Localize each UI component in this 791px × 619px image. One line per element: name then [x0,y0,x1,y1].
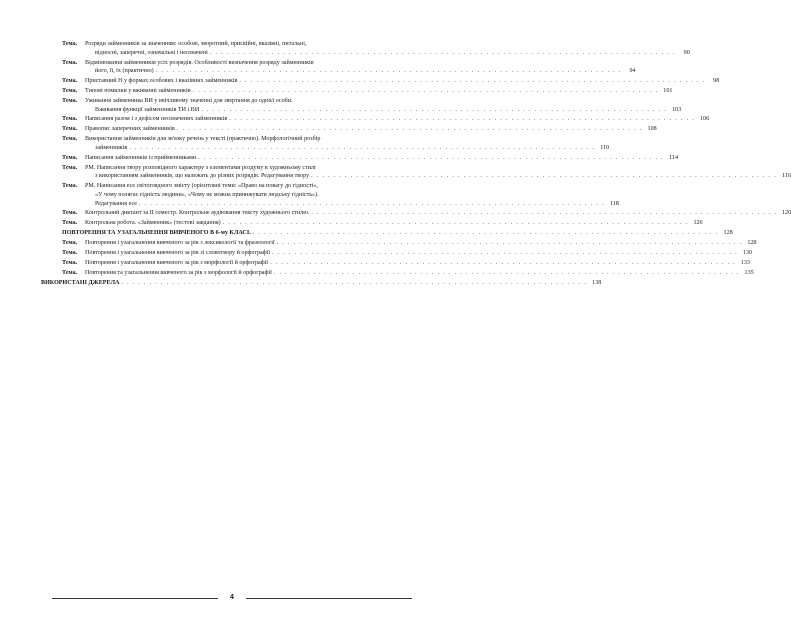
toc-entry [41,209,791,218]
entry-text [85,77,719,86]
entry-line-text: Написання разом і з дефісом неозначених займенників [85,116,228,123]
entry-text [85,259,750,268]
entry-label: Тема. [62,270,78,277]
entry-label: Тема. [62,250,78,257]
leader-dots: . . . . . . . . . . . . . . . . . . . . . . . . . . . . . . . . . . . . . . . . . . . . . . . . . . . . . . . . . . . . . . . . . . . . . . . . . . . . . . . . . . . [192,88,659,94]
entry-line-last [85,49,690,58]
entry-line-text: Редагування есе [95,200,137,207]
entry-line-text: Типові помилки у вживанні займенників [85,88,191,94]
leader-dots: . . . . . . . . . . . . . . . . . . . . . . . . . . . . . . . . . . . . . . . . . . . . . . . . . . . . . . . . . . . . . . . . . . . . . . . . . . . . . . . . . . . [229,116,696,123]
entry-line: Розряди займенників за значенням: особові, зворотний, присвійні, вказівні, питальні, [85,41,307,47]
entry-line-last [85,87,672,96]
leader-dots: . . . . . . . . . . . . . . . . . . . . . . . . . . . . . . . . . . . . . . . . . . . . . . . . . . . . . . . . . . . . . . . . . . . . . . . . . . . . . . . . . . . [311,173,778,180]
entry-text [85,219,703,228]
entry-label: Тема. [62,116,78,123]
toc-entry [41,279,602,288]
entry-line: Використання займенників для зв'язку речень у тексті (практично). Морфологічний розбір [85,136,321,143]
entry-text [85,164,791,181]
leader-dots: . . . . . . . . . . . . . . . . . . . . . . . . . . . . . . . . . . . . . . . . . . . . . . . . . . . . . . . . . . . . . . . . . . . . . . . . . . . . . . . . . . . [273,270,740,277]
toc-entry [62,229,733,238]
leader-dots: . . . . . . . . . . . . . . . . . . . . . . . . . . . . . . . . . . . . . . . . . . . . . . . . . . . . . . . . . . . . . . . . . . . . . . . . . . . . . . . . . . . [270,260,736,267]
entry-line-last [85,115,709,124]
leader-dots: . . . . . . . . . . . . . . . . . . . . . . . . . . . . . . . . . . . . . . . . . . . . . . . . . . . . . . . . . . . . . . . . . . . . . . . . . . . . . . . . . . . [176,126,643,133]
leader-dots: . . . . . . . . . . . . . . . . . . . . . . . . . . . . . . . . . . . . . . . . . . . . . . . . . . . . . . . . . . . . . . . . . . . . . . . . . . . . . . . . . . . [252,230,719,237]
entry-label: Тема. [62,59,78,66]
entry-line-last [85,77,719,86]
leader-dots: . . . . . . . . . . . . . . . . . . . . . . . . . . . . . . . . . . . . . . . . . . . . . . . . . . . . . . . . . . . . . . . . . . . . . . . . . . . . . . . . . . . [272,250,738,257]
entry-text [85,135,609,152]
entry-text [62,229,733,238]
entry-text [85,269,754,278]
toc-entry [41,77,720,86]
toc-entry [41,87,673,96]
entry-text [85,59,636,76]
toc-entry [41,219,703,228]
page-ref: 120 [782,210,791,217]
entry-line: РМ. Написання есе світоглядного змісту (орієнтовні теми: «Право на повагу до гідності», [85,183,318,190]
leader-dots: . . . . . . . . . . . . . . . . . . . . . . . . . . . . . . . . . . . . . . . . . . . . . . . . . . . . . . . . . . . . . . . . . . . . . . . . . . . . . . . . . . . [129,144,596,151]
toc-entry [41,249,752,258]
entry-text [85,154,678,163]
page-ref: 114 [669,154,679,161]
entry-line-last [85,154,678,163]
entry-line-last [85,172,791,181]
entry-line-last [62,229,733,238]
entry-line-text: Вживання функції займенників ТИ і ВИ [95,106,200,113]
table-of-contents [41,40,791,289]
page-ref: 135 [744,270,754,277]
entry-line-text: Правопис заперечних займенників [85,126,175,133]
leader-dots: . . . . . . . . . . . . . . . . . . . . . . . . . . . . . . . . . . . . . . . . . . . . . . . . . . . . . . . . . . . . . . . . . . . . . . . . . . . . . . . . . . . [155,68,622,75]
entry-line: Уживання займенника ВИ у ввічливому значенні для звертання до однієї особи. [85,97,293,104]
leader-dots: . . . . . . . . . . . . . . . . . . . . . . . . . . . . . . . . . . . . . . . . . . . . . . . . . . . . . . . . . . . . . . . . . . . . . . . . . . . . . . . . . . . [239,78,706,85]
toc-entry [41,125,657,134]
toc-entry [41,135,610,152]
footer-rule-left [52,598,218,599]
entry-line-text: відносні, заперечні, означальні і неозначені [95,49,208,56]
entry-line-text: Повторення і узагальнення вивченого за рік з морфології й орфографії [85,260,269,267]
entry-label: Тема. [62,78,78,85]
page-ref: 103 [671,106,682,113]
page-ref: 128 [747,240,757,247]
entry-text [85,97,681,114]
entry-text [41,279,601,288]
toc-entry [41,40,690,57]
leader-dots: . . . . . . . . . . . . . . . . . . . . . . . . . . . . . . . . . . . . . . . . . . . . . . . . . . . . . . . . . . . . . . . . . . . . . . . . . . . . . . . . . . . [198,154,665,161]
entry-line-last [85,200,619,209]
entry-label: Тема. [62,88,78,94]
entry-text [85,40,690,57]
entry-line-text: ПОВТОРЕННЯ ТА УЗАГАЛЬНЕННЯ ВИВЧЕНОГО В 6-му КЛАСІ. [62,230,251,237]
entry-line: РМ. Написання твору розповідного характеру з елементами роздуму в художньому стилі [85,164,316,171]
entry-label: Тема. [62,136,78,143]
page-footer [52,594,412,604]
entry-line-last [85,67,636,76]
entry-line-text: Повторення та узагальнення вивченого за рік з морфології й орфографії [85,270,272,277]
entry-line: «У чому полягає гідність людини», «Чому не можна принижувати людську гідність»). [95,191,319,198]
leader-dots: . . . . . . . . . . . . . . . . . . . . . . . . . . . . . . . . . . . . . . . . . . . . . . . . . . . . . . . . . . . . . . . . . . . . . . . . . . . . . . . . . . . [201,106,668,113]
entry-label: Тема. [62,210,78,217]
toc-entry [41,259,750,268]
page-ref: 138 [592,280,602,287]
page-ref: 126 [693,220,703,227]
page-ref: 110 [600,144,610,151]
page-ref: 130 [742,250,752,257]
page-ref: 116 [782,173,791,180]
toc-entry [41,154,679,163]
entry-line: Відмінювання займенників усіх розрядів. Особливості визначення розряду займенників [85,59,314,66]
entry-text [85,87,672,96]
page-ref: 101 [663,88,673,94]
entry-line-last [85,125,657,134]
entry-line-text: Повторення і узагальнення вивченого за рік з лексикології та фразеології [85,240,275,247]
entry-line-text: його, її, їх (практично) [95,68,154,75]
toc-entry [41,182,619,208]
leader-dots: . . . . . . . . . . . . . . . . . . . . . . . . . . . . . . . . . . . . . . . . . . . . . . . . . . . . . . . . . . . . . . . . . . . . . . . . . . . . . . . . . . . [209,49,676,56]
leader-dots: . . . . . . . . . . . . . . . . . . . . . . . . . . . . . . . . . . . . . . . . . . . . . . . . . . . . . . . . . . . . . . . . . . . . . . . . . . . . . . . . . . . [311,210,778,217]
entry-line-text: Написання займенників із прийменниками [85,154,197,161]
entry-line-last [85,269,754,278]
entry-label: Тема. [62,97,78,104]
entry-text [85,125,657,134]
leader-dots: . . . . . . . . . . . . . . . . . . . . . . . . . . . . . . . . . . . . . . . . . . . . . . . . . . . . . . . . . . . . . . . . . . . . . . . . . . . . . . . . . . . [222,220,689,227]
page-ref: 106 [699,116,710,123]
entry-label: Тема. [62,260,78,267]
entry-line-text: Контрольний диктант за II семестр. Контрольне аудіювання тексту художнього стилю. [85,210,310,217]
page-ref: 90 [683,49,690,56]
toc-entry [41,59,636,76]
leader-dots: . . . . . . . . . . . . . . . . . . . . . . . . . . . . . . . . . . . . . . . . . . . . . . . . . . . . . . . . . . . . . . . . . . . . . . . . . . . . . . . . . . . [276,240,743,247]
entry-label: Тема. [62,240,78,247]
entry-line-text: з використанням займенників, що належать до різних розрядів. Редагування твору [95,173,310,180]
entry-text [85,182,619,208]
leader-dots: . . . . . . . . . . . . . . . . . . . . . . . . . . . . . . . . . . . . . . . . . . . . . . . . . . . . . . . . . . . . . . . . . . . . . . . . . . . . . . . . . . . [138,200,605,207]
entry-label: Тема. [62,183,78,190]
entry-text [85,249,752,258]
page-number: 4 [230,594,234,601]
entry-line-last [41,279,601,288]
entry-text [85,209,791,218]
entry-text [85,239,756,248]
entry-label: Тема. [62,164,78,171]
page-ref: 133 [740,260,750,267]
toc-entry [41,164,791,181]
entry-line-last [85,239,756,248]
footer-rule-right [246,598,412,599]
page-ref: 94 [629,68,636,75]
entry-line-last [85,249,752,258]
toc-entry [41,97,682,114]
entry-line-last [85,209,791,218]
page-ref: 118 [609,200,619,207]
entry-line-last [85,106,681,115]
entry-line-last [85,144,609,153]
entry-line-text: займенників [95,144,128,151]
entry-line-last [85,259,750,268]
entry-label: Тема. [62,154,78,161]
entry-label: Тема. [62,41,78,47]
leader-dots: . . . . . . . . . . . . . . . . . . . . . . . . . . . . . . . . . . . . . . . . . . . . . . . . . . . . . . . . . . . . . . . . . . . . . . . . . . . . . . . . . . . [121,280,588,287]
entry-text [85,115,709,124]
toc-entry [41,239,757,248]
entry-label: Тема. [62,126,78,133]
page-ref: 108 [647,126,657,133]
toc-entry [41,269,754,278]
page-ref: 128 [723,230,733,237]
entry-line-text: Контрольна робота. «Займенник» (тестові завдання) [85,220,221,227]
entry-line-text: ВИКОРИСТАНІ ДЖЕРЕЛА [41,280,120,287]
toc-entry [41,115,710,124]
entry-line-text: Повторення і узагальнення вивченого за рік зі словотвору й орфографії [85,250,271,257]
entry-line-last [85,219,703,228]
entry-line-text: Приставний Н у формах особових і вказівних займенників [85,78,238,85]
page-ref: 98 [713,78,720,85]
entry-label: Тема. [62,220,78,227]
